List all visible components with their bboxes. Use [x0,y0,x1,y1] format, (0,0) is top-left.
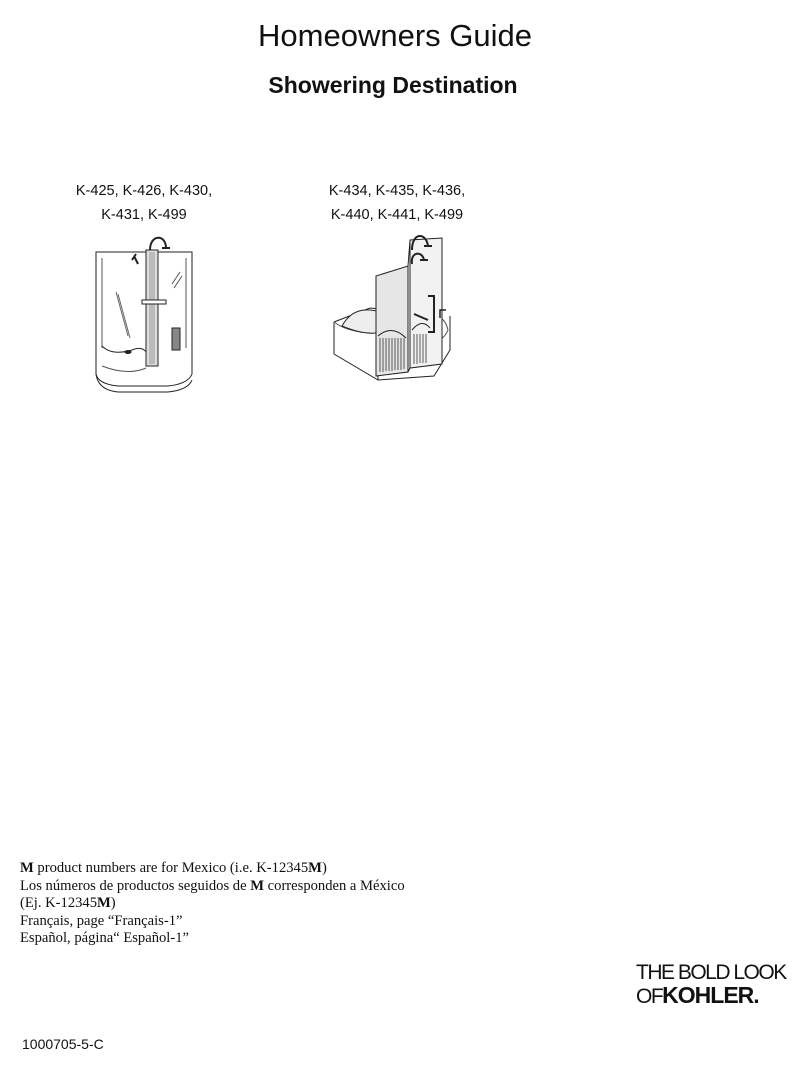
right-models-line-1: K-434, K-435, K-436, [328,183,466,199]
page-title: Homeowners Guide [258,18,532,53]
document-number: 1000705-5-C [22,1036,104,1052]
bath-shower-illustration [330,226,460,386]
left-models-line-2: K-431, K-499 [101,207,187,223]
kohler-logo [636,962,788,1007]
shower-stall-illustration [88,228,206,393]
page-subtitle: Showering Destination [268,72,518,98]
logo-of: OF [636,985,663,1008]
spanish-reference: Español, página“ Español-1” [20,930,189,946]
note-line-2: Los números de productos seguidos de M corresponden a México [20,877,405,894]
mexico-note [20,860,580,948]
right-models-line-2: K-440, K-441, K-499 [330,207,464,223]
french-reference: Français, page “Français-1” [20,912,183,929]
logo-brand: KOHLER. [662,982,759,1008]
note-line-1: M product numbers are for Mexico (i.e. K-12345M) [20,860,327,876]
note-line-3: (Ej. K-12345M) [20,895,116,911]
logo-tagline: THE BOLD LOOK [636,961,786,984]
left-models-line-1: K-425, K-426, K-430, [75,183,213,199]
